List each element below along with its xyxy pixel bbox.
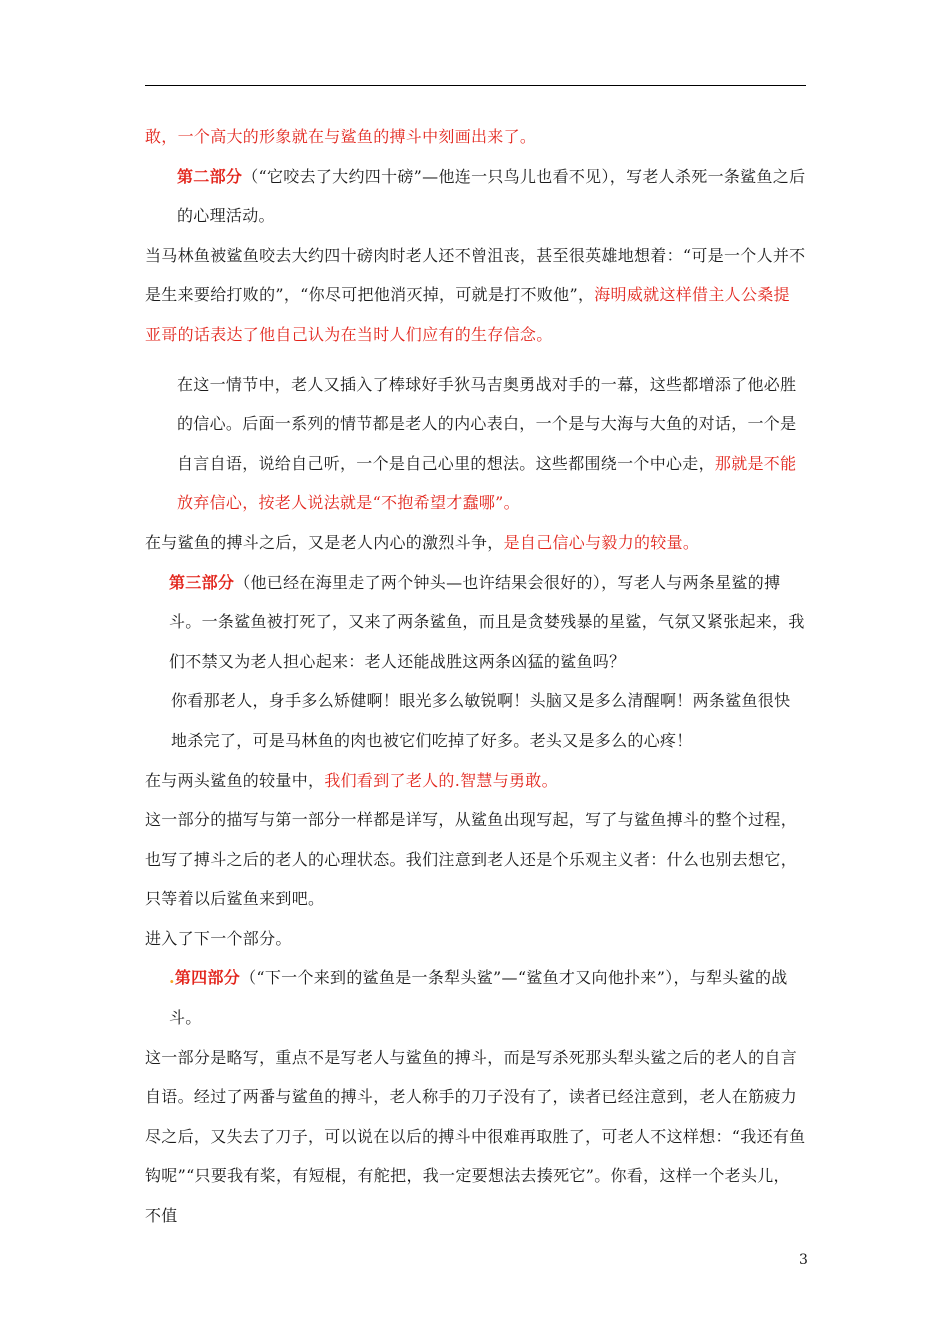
paragraph-4 — [145, 365, 806, 523]
paragraph-11 — [145, 958, 806, 1037]
red-emphasis-text: 那就是不能放弃信心，按老人说法就是“不抱希望才蠢哪”。 — [177, 453, 797, 513]
bullet-dot: . — [169, 968, 175, 988]
paragraph-6 — [145, 563, 806, 682]
paragraph-2 — [145, 157, 806, 236]
section-label-part4: 第四部分 — [174, 968, 241, 988]
section-label-part3: 第三部分 — [169, 572, 235, 592]
paragraph-text: 当马林鱼被鲨鱼咬去大约四十磅肉时老人还不曾沮丧，甚至很英雄地想着：“可是一个人并不是生来要给打败的”，“你尽可把他消灭掉，可就是打不败他”， — [145, 245, 806, 305]
paragraph-7 — [145, 681, 806, 760]
red-emphasis-text: 是自己信心与毅力的较量。 — [503, 532, 700, 552]
paragraph-text: 在与两头鲨鱼的较量中， — [145, 770, 325, 790]
header-rule — [145, 85, 806, 86]
paragraph-text: 你看那老人，身手多么矫健啊！眼光多么敏锐啊！头脑又是多么清醒啊！两条鲨鱼很快地杀完了，可是马林鱼的肉也被它们吃掉了好多。老头又是多么的心疼！ — [171, 691, 791, 750]
paragraph-12 — [145, 1038, 806, 1236]
paragraph-text: 进入了下一个部分。 — [145, 928, 292, 948]
paragraph-10 — [145, 919, 806, 959]
paragraph-8 — [145, 761, 806, 801]
paragraph-5 — [145, 523, 806, 563]
paragraph-text: 在这一情节中，老人又插入了棒球好手狄马吉奥勇战对手的一幕，这些都增添了他必胜的信心。后面一系列的情节都是老人的内心表白，一个是与大海与大鱼的对话，一个是自言自语，说给自己听，一个是自己心里的想法。这些都围绕一个中心走， — [177, 374, 797, 473]
document-body — [145, 117, 806, 1236]
red-emphasis-text: 我们看到了老人的.智慧与勇敢。 — [324, 770, 558, 790]
red-emphasis-text: 敢，一个高大的形象就在与鲨鱼的搏斗中刻画出来了。 — [145, 127, 537, 146]
paragraph-text: （“下一个来到的鲨鱼是一条犁头鲨”—“鲨鱼才又向他扑来”），与犁头鲨的战斗。 — [169, 968, 788, 1028]
page-number: 3 — [799, 1252, 808, 1268]
paragraph-1 — [145, 117, 806, 157]
paragraph-text: 这一部分是略写，重点不是写老人与鲨鱼的搏斗，而是写杀死那头犁头鲨之后的老人的自言自语。经过了两番与鲨鱼的搏斗，老人称手的刀子没有了，读者已经注意到，老人在筋疲力尽之后，又失去了刀子，可以说在以后的搏斗中很难再取胜了，可老人不这样想：“我还有鱼钩呢”“只要我有桨，有短棍，有舵把，我一定要想法去揍死它”。你看，这样一个老头儿，不值 — [145, 1047, 806, 1226]
paragraph-text: （“它咬去了大约四十磅”—他连一只鸟儿也看不见），写老人杀死一条鲨鱼之后的心理活动。 — [177, 166, 806, 226]
red-emphasis-text: 海明威就这样借主人公桑提亚哥的话表达了他自己认为在当时人们应有的生存信念。 — [145, 285, 790, 344]
section-label-part2: 第二部分 — [177, 166, 243, 186]
paragraph-text: 在与鲨鱼的搏斗之后，又是老人内心的激烈斗争， — [145, 532, 504, 552]
paragraph-3 — [145, 236, 806, 355]
paragraph-text: （他已经在海里走了两个钟头—也许结果会很好的），写老人与两条星鲨的搏斗。一条鲨鱼被打死了，又来了两条鲨鱼，而且是贪婪残暴的星鲨，气氛又紧张起来，我们不禁又为老人担心起来：老人还能战胜这两条凶猛的鲨鱼吗？ — [169, 572, 805, 671]
paragraph-9 — [145, 800, 806, 919]
paragraph-text: 这一部分的描写与第一部分一样都是详写，从鲨鱼出现写起，写了与鲨鱼搏斗的整个过程，也写了搏斗之后的老人的心理状态。我们注意到老人还是个乐观主义者：什么也别去想它，只等着以后鲨鱼来到吧。 — [145, 810, 798, 909]
